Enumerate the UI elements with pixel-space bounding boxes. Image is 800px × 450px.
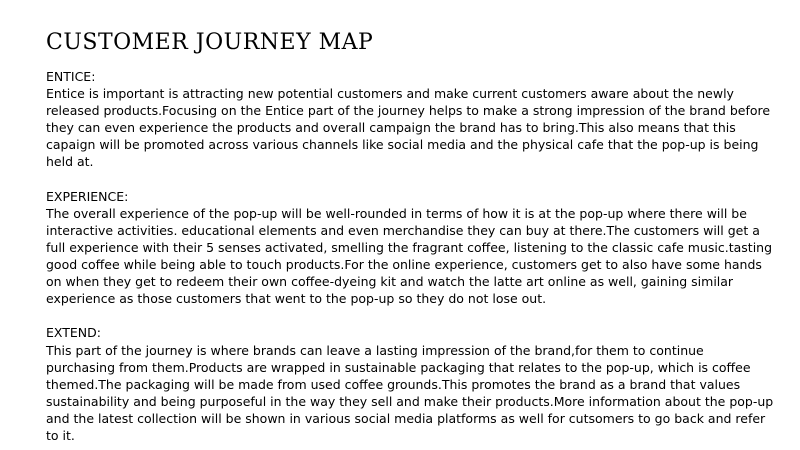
section-experience — [46, 188, 776, 308]
section-heading: EXPERIENCE: — [46, 188, 129, 204]
page-title: CUSTOMER JOURNEY MAP — [46, 30, 374, 55]
section-text: The overall experience of the pop-up will be well-rounded in terms of how it is at the pop-up where there will be interactive activities. educational elements and even merchandise they can buy at there.The customers will get a full experience with their 5 senses activated, smelling the fragrant coffee, listening to the classic cafe music.tasting good coffee while being able to touch products.For the online experience, customers get to also have some hands on when they get to redeem their own coffee-dyeing kit and watch the latte art online as well, gaining similar experience as those customers that went to the pop-up so they do not lose out. — [46, 205, 773, 307]
section-extend — [46, 324, 776, 444]
section-heading: ENTICE: — [46, 69, 96, 84]
section-text: This part of the journey is where brands can leave a lasting impression of the brand,for them to continue purchasing from them.Products are wrapped in sustainable packaging that relates to the pop-up, which is coffee themed.The packaging will be made from used coffee grounds.This promotes the brand as a brand that values sustainability and being purposeful in the way they sell and make their products.More information about the pop-up and the latest collection will be shown in various social media platforms as well for cutsomers to go back and refer to it. — [46, 342, 774, 443]
content-body — [46, 68, 776, 444]
section-heading: EXTEND: — [46, 325, 101, 341]
section-entice — [46, 68, 776, 171]
section-text: Entice is important is attracting new potential customers and make current customers aware about the newly released products.Focusing on the Entice part of the journey helps to make a strong impression of the brand before they can even experience the products and overall campaign the brand has to bring.This also means that this capaign will be promoted across various channels like social media and the physical cafe that the pop-up is being held at. — [46, 86, 771, 170]
